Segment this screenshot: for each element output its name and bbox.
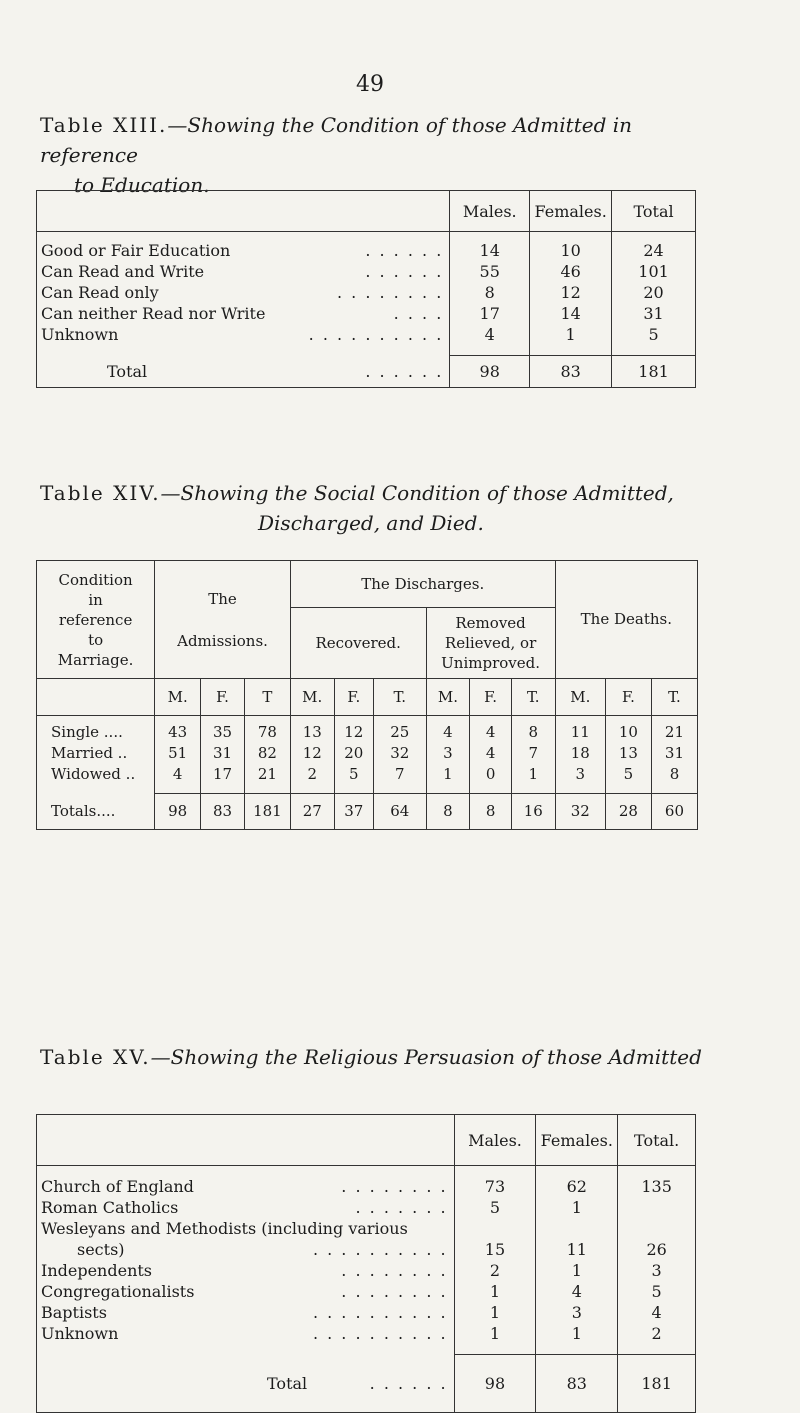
table13-total-row: Total . . . . . . 98 83 181 — [37, 355, 696, 388]
table13-title: —Showing the Condition of those Admitted in reference — [40, 113, 633, 167]
table14-header-admissions: The Admissions. — [155, 561, 291, 679]
page-number: 49 — [356, 72, 384, 97]
table-row: Can Read and Write . . . . . . 55 46 101 — [37, 261, 696, 282]
table15-title: —Showing the Religious Persuasion of those Admitted — [150, 1045, 702, 1069]
table15-caption — [40, 1042, 720, 1072]
table14-title-line2: Discharged, and Died. — [258, 511, 484, 535]
table15-header-row — [37, 1115, 696, 1166]
table-row: sects) . . . . . . . . . . 15 11 26 — [37, 1239, 696, 1260]
table-row: Baptists . . . . . . . . . . 1 3 4 — [37, 1302, 696, 1323]
table-row: Roman Catholics . . . . . . . 5 1 — [37, 1197, 696, 1218]
table13-label: Table XIII. — [40, 113, 168, 137]
table13-header-males: Males. — [450, 191, 530, 232]
table-row: Can Read only . . . . . . . . 8 12 20 — [37, 282, 696, 303]
table15-label: Table XV. — [40, 1045, 151, 1069]
table-row: Widowed .. 4 17 21 2 5 7 1 0 1 3 5 8 — [37, 764, 698, 785]
table-row: Independents . . . . . . . . 2 1 3 — [37, 1260, 696, 1281]
table13-header-females: Females. — [530, 191, 612, 232]
table15-header-females: Females. — [536, 1115, 618, 1166]
table15-header-males: Males. — [454, 1115, 536, 1166]
table14-header-removed: Removed Relieved, or Unimproved. — [426, 608, 555, 679]
table14-header-condition: Condition in reference to Marriage. — [37, 561, 155, 679]
table14-header-deaths: The Deaths. — [555, 561, 697, 679]
table13-title-line2: to Education. — [74, 173, 210, 197]
table-row: Unknown . . . . . . . . . . 1 1 2 — [37, 1323, 696, 1344]
table-row: Good or Fair Education . . . . . . 14 10 24 — [37, 240, 696, 261]
table14-caption — [40, 478, 720, 538]
table-row: Church of England . . . . . . . . 73 62 135 — [37, 1176, 696, 1197]
table-row: Unknown . . . . . . . . . . 4 1 5 — [37, 324, 696, 345]
table14-title: —Showing the Social Condition of those Admitted, — [160, 481, 674, 505]
table-row: Wesleyans and Methodists (including various — [37, 1218, 696, 1239]
table-row: Congregationalists . . . . . . . . 1 4 5 — [37, 1281, 696, 1302]
table15-header-total: Total. — [618, 1115, 696, 1166]
table15-total-row: Total . . . . . . 98 83 181 — [37, 1354, 696, 1413]
table-row: Married .. 51 31 82 12 20 32 3 4 7 18 13 31 — [37, 743, 698, 764]
table14-header-recovered: Recovered. — [290, 608, 426, 679]
table15 — [36, 1114, 696, 1413]
table14-header-discharges: The Discharges. — [290, 561, 555, 608]
table14-totals-row: Totals.... 98 83 181 27 37 64 8 8 16 32 28 60 — [37, 793, 698, 830]
table13-header-row — [37, 191, 696, 232]
table13-caption — [40, 110, 720, 200]
table-row: Can neither Read nor Write . . . . 17 14 31 — [37, 303, 696, 324]
table14-subheader-row: M. F. T M. F. T. M. F. T. M. F. T. — [37, 679, 698, 716]
table-row: Single .... 43 35 78 13 12 25 4 4 8 11 10 21 — [37, 722, 698, 743]
table14-label: Table XIV. — [40, 481, 161, 505]
table13-header-total: Total — [612, 191, 696, 232]
table13 — [36, 190, 696, 388]
table14 — [36, 560, 698, 830]
